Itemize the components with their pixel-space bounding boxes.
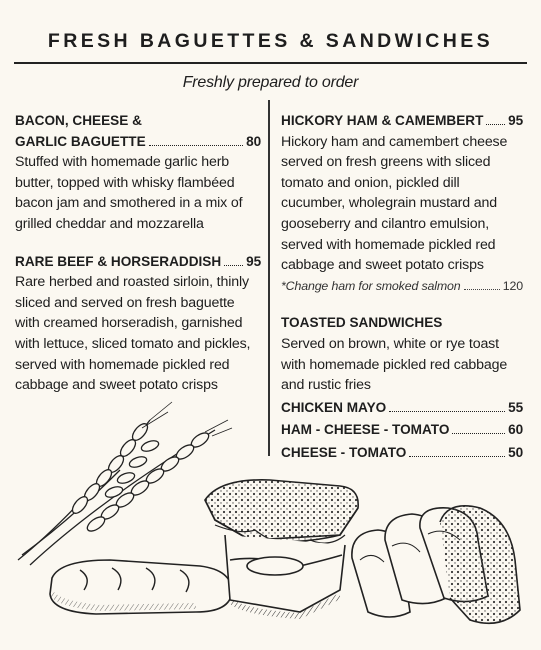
item-substitution-note: [281, 276, 523, 297]
menu-subtitle: Freshly prepared to order: [182, 74, 359, 91]
item-name: HAM - CHEESE - TOMATO: [281, 422, 450, 438]
title-divider: [14, 62, 527, 64]
baguette-icon: [50, 560, 232, 614]
item-name-price-row: [281, 111, 523, 132]
item-name: RARE BEEF & HORSERADDISH: [15, 253, 222, 269]
menu-item-hickory-ham-camembert: [281, 111, 523, 296]
item-price: 60: [508, 422, 523, 438]
item-name: HICKORY HAM & CAMEMBERT: [281, 113, 484, 128]
item-name: BACON, CHEESE &: [15, 113, 142, 128]
item-name: CHEESE - TOMATO: [281, 444, 407, 460]
leader-dots: [224, 265, 243, 266]
note-price: 120: [502, 278, 523, 293]
section-description: Served on brown, white or rye toast with homemade pickled red cabbage and rustic fries: [281, 335, 508, 394]
item-price: 95: [508, 113, 523, 128]
menu-title: FRESH BAGUETTES & SANDWICHES: [47, 30, 494, 52]
leader-dots: [149, 145, 244, 146]
item-description: Hickory ham and camembert cheese served on fresh greens with sliced tomato and onion, pickled dill cucumber, wholegrain mustard and gooseberry and cilantro emulsion, served with homemade pickled red cabbage and sweet potato crisps: [281, 133, 508, 274]
food-illustration: [0, 400, 541, 650]
menu-item-bacon-cheese-garlic-baguette: [15, 111, 261, 235]
item-name: CHICKEN MAYO: [281, 399, 387, 415]
item-name: GARLIC BAGUETTE: [15, 133, 146, 149]
item-description: Stuffed with homemade garlic herb butter, topped with whisky flambéed bacon jam and smothered in a mix of grilled cheddar and mozzarella: [15, 154, 243, 232]
item-description: Rare herbed and roasted sirloin, thinly sliced and served on fresh baguette with creamed horseradish, garnished with lettuce, sliced tomato and pickles, served with homemade pickled red cabbage and sweet potato crisps: [15, 274, 251, 394]
wheat-icon: [18, 402, 232, 565]
section-heading: TOASTED SANDWICHES: [281, 315, 443, 331]
menu-item-rare-beef-horseraddish: [15, 252, 261, 396]
item-price: 50: [508, 444, 523, 460]
item-name-price-row: [15, 132, 261, 153]
item-price: 80: [246, 133, 261, 149]
item-name-price-row: [15, 252, 261, 273]
left-column: [15, 111, 261, 396]
leader-dots: [486, 124, 505, 125]
leader-dots: [464, 289, 500, 290]
item-price: 55: [508, 399, 523, 415]
item-price: 95: [246, 253, 261, 269]
note-text: *Change ham for smoked salmon: [281, 278, 461, 293]
bread-loaf-icon: [352, 506, 520, 623]
